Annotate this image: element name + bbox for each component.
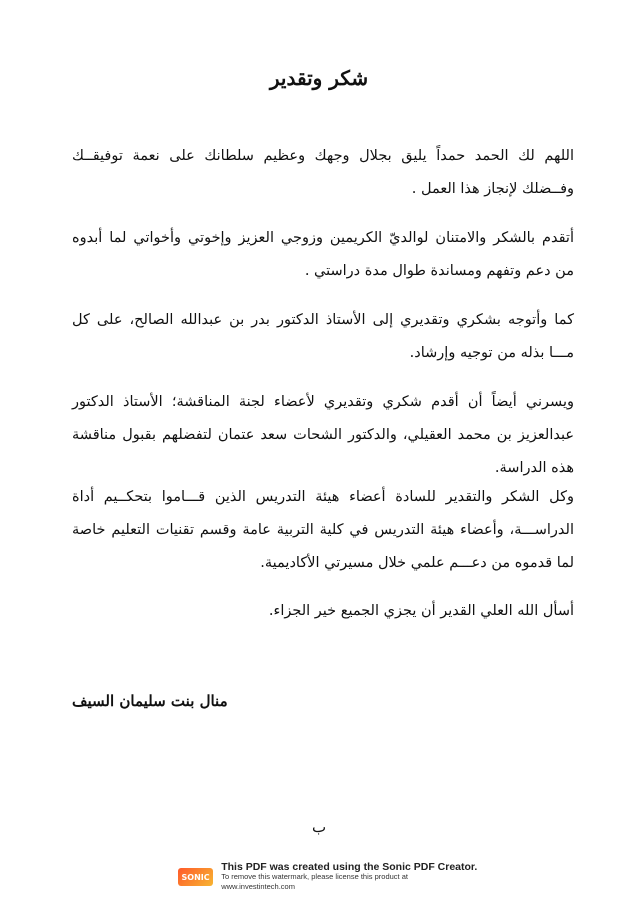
watermark-line-2: To remove this watermark, please license this product at www.investintech.com <box>221 872 408 891</box>
page-title: شكر وتقدير <box>269 66 369 90</box>
page-number: ب <box>311 818 327 836</box>
paragraph-1: اللهم لك الحمد حمداً يليق بجلال وجهك وعظيم سلطانك على نعمة توفيقــك وفــضلك لإنجاز هذا العمل . <box>72 148 574 197</box>
paragraph-3: كما وأتوجه بشكري وتقديري إلى الأستاذ الدكتور بدر بن عبدالله الصالح، على كل مـــا بذله من توجيه وإرشاد. <box>72 312 574 361</box>
paragraph-2: أتقدم بالشكر والامتنان لوالديّ الكريمين وزوجي العزيز وإخوتي وأخواتي لما أبدوه من دعم وتفهم ومساندة طوال مدة دراستي . <box>72 230 574 279</box>
watermark-banner <box>178 860 478 894</box>
sonic-logo-icon: SONIC <box>178 868 213 886</box>
watermark-line-1: This PDF was created using the Sonic PDF Creator. <box>221 861 478 873</box>
watermark-text <box>221 862 478 892</box>
paragraph-4: ويسرني أيضاً أن أقدم شكري وتقديري لأعضاء لجنة المناقشة؛ الأستاذ الدكتور عبدالعزيز بن محمد العقيلي، والدكتور الشحات سعد عتمان لتفضلهم بقبول مناقشة هذه الدراسة. <box>72 394 574 476</box>
signature: منال بنت سليمان السيف <box>72 692 228 710</box>
paragraph-6: أسأل الله العلي القدير أن يجزي الجميع خير الجزاء. <box>268 603 574 619</box>
paragraph-5: وكل الشكر والتقدير للسادة أعضاء هيئة التدريس الذين قـــاموا بتحكــيم أداة الدراســـة، وأعضاء هيئة التدريس في كلية التربية عامة وقسم تقنيات التعليم خاصة لما قدموه من دعـــم علمي خلال مسيرتي الأكاديمية. <box>72 489 574 571</box>
